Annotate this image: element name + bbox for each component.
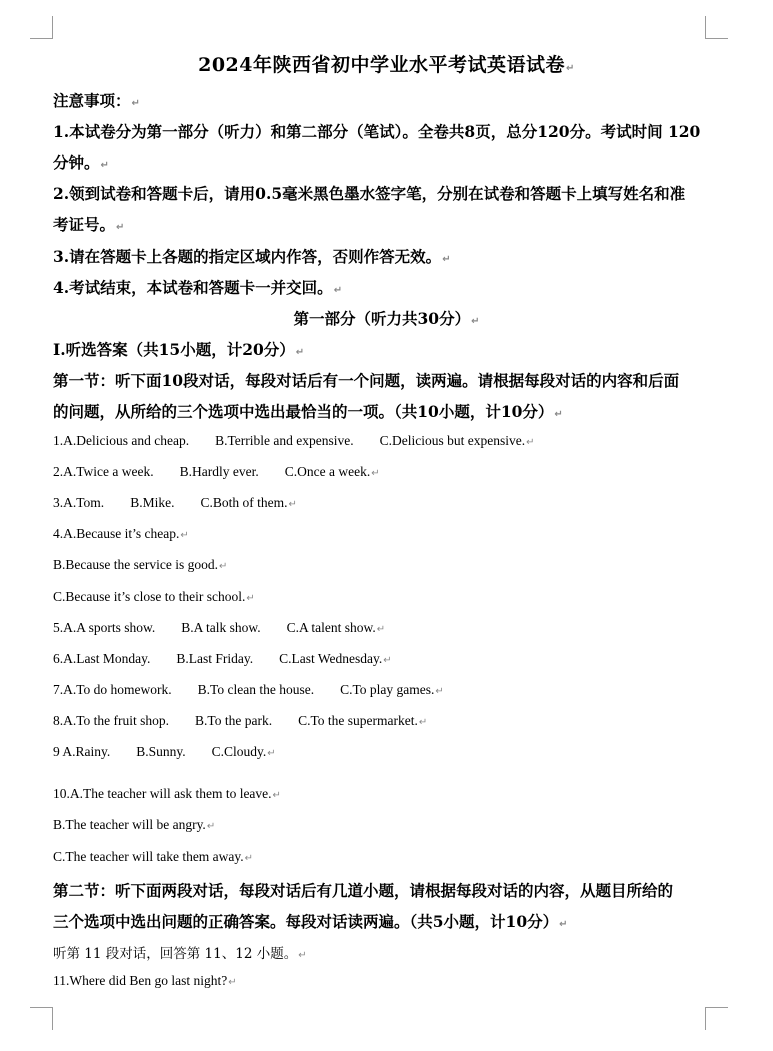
- section-instructions: 的问题，从所给的三个选项中选出最恰当的一项。（共10小题，计10分）↵: [53, 402, 563, 421]
- question-row: C.The teacher will take them away.↵: [53, 849, 254, 864]
- option: C.A talent show.: [286, 620, 376, 635]
- option: B.To the park.: [195, 713, 273, 728]
- option: 5.A.A sports show.: [53, 620, 156, 635]
- question-row: B.Because the service is good.↵: [53, 557, 228, 572]
- question-row: 6.A.Last Monday. B.Last Friday. C.Last Wednesday.↵: [53, 651, 392, 666]
- notice-heading: 注意事项：↵: [53, 91, 140, 110]
- option: 6.A.Last Monday.: [53, 651, 151, 666]
- option: 3.A.Tom.: [53, 495, 105, 510]
- question-row: C.Because it’s close to their school.↵: [53, 589, 255, 604]
- section-instructions: 第一节：听下面10段对话，每段对话后有一个问题，读两遍。请根据每段对话的内容和后面: [53, 371, 680, 390]
- option: B.Last Friday.: [176, 651, 254, 666]
- option: B.Sunny.: [136, 744, 186, 759]
- option: C.Cloudy.: [211, 744, 267, 759]
- question-row: 10.A.The teacher will ask them to leave.↵: [53, 786, 281, 801]
- option: B.A talk show.: [181, 620, 261, 635]
- option: 8.A.To the fruit shop.: [53, 713, 170, 728]
- option: C.Delicious but expensive.: [379, 433, 526, 448]
- page-corner-mark: [30, 1007, 53, 1030]
- part-title: 第一部分（听力共30分）↵: [293, 309, 480, 328]
- option: B.Mike.: [130, 495, 175, 510]
- question-row: 4.A.Because it’s cheap.↵: [53, 526, 189, 541]
- dialog-instruction: 听第 11 段对话，回答第 11、12 小题。↵: [53, 946, 307, 962]
- option: C.To play games.: [340, 682, 435, 697]
- notice-item: 4.考试结束，本试卷和答题卡一并交回。↵: [53, 278, 343, 297]
- option: C.To the supermarket.: [298, 713, 418, 728]
- question-row: 8.A.To the fruit shop. B.To the park. C.To the supermarket.↵: [53, 713, 428, 728]
- notice-item: 2.领到试卷和答题卡后，请用0.5毫米黑色墨水签字笔，分别在试卷和答题卡上填写姓名和准: [53, 184, 686, 203]
- option: B.To clean the house.: [197, 682, 315, 697]
- section-heading: Ⅰ.听选答案（共15小题，计20分）↵: [53, 340, 305, 359]
- option: C.Last Wednesday.: [279, 651, 383, 666]
- option: 2.A.Twice a week.: [53, 464, 154, 479]
- option: C.Both of them.: [200, 495, 288, 510]
- page-corner-mark: [705, 1007, 728, 1030]
- question-row: 7.A.To do homework. B.To clean the house. C.To play games.↵: [53, 682, 444, 697]
- question-row: 5.A.A sports show. B.A talk show. C.A talent show.↵: [53, 620, 386, 635]
- option: B.Hardly ever.: [179, 464, 259, 479]
- question-row: 9 A.Rainy. B.Sunny. C.Cloudy.↵: [53, 744, 276, 759]
- option: 9 A.Rainy.: [53, 744, 111, 759]
- section-instructions: 三个选项中选出问题的正确答案。每段对话读两遍。（共5小题，计10分）↵: [53, 912, 568, 931]
- question-row: 3.A.Tom. B.Mike. C.Both of them.↵: [53, 495, 297, 510]
- question-row: 11.Where did Ben go last night?↵: [53, 973, 237, 988]
- page-corner-mark: [705, 16, 728, 39]
- option: C.Once a week.: [284, 464, 371, 479]
- option: 1.A.Delicious and cheap.: [53, 433, 190, 448]
- question-row: 2.A.Twice a week. B.Hardly ever. C.Once a week.↵: [53, 464, 380, 479]
- page-title: 2024年陕西省初中学业水平考试英语试卷↵: [198, 54, 575, 76]
- notice-item: 考证号。↵: [53, 215, 125, 234]
- question-row: 1.A.Delicious and cheap. B.Terrible and expensive. C.Delicious but expensive.↵: [53, 433, 535, 448]
- option: B.Terrible and expensive.: [215, 433, 354, 448]
- section-instructions: 第二节：听下面两段对话，每段对话后有几道小题，请根据每段对话的内容，从题目所给的: [53, 881, 674, 900]
- option: 7.A.To do homework.: [53, 682, 172, 697]
- notice-item: 3.请在答题卡上各题的指定区域内作答，否则作答无效。↵: [53, 247, 451, 266]
- notice-item: 1.本试卷分为第一部分（听力）和第二部分（笔试）。全卷共8页，总分120分。考试时间 120: [53, 122, 701, 141]
- notice-item: 分钟。↵: [53, 153, 109, 172]
- page-corner-mark: [30, 16, 53, 39]
- question-row: B.The teacher will be angry.↵: [53, 817, 216, 832]
